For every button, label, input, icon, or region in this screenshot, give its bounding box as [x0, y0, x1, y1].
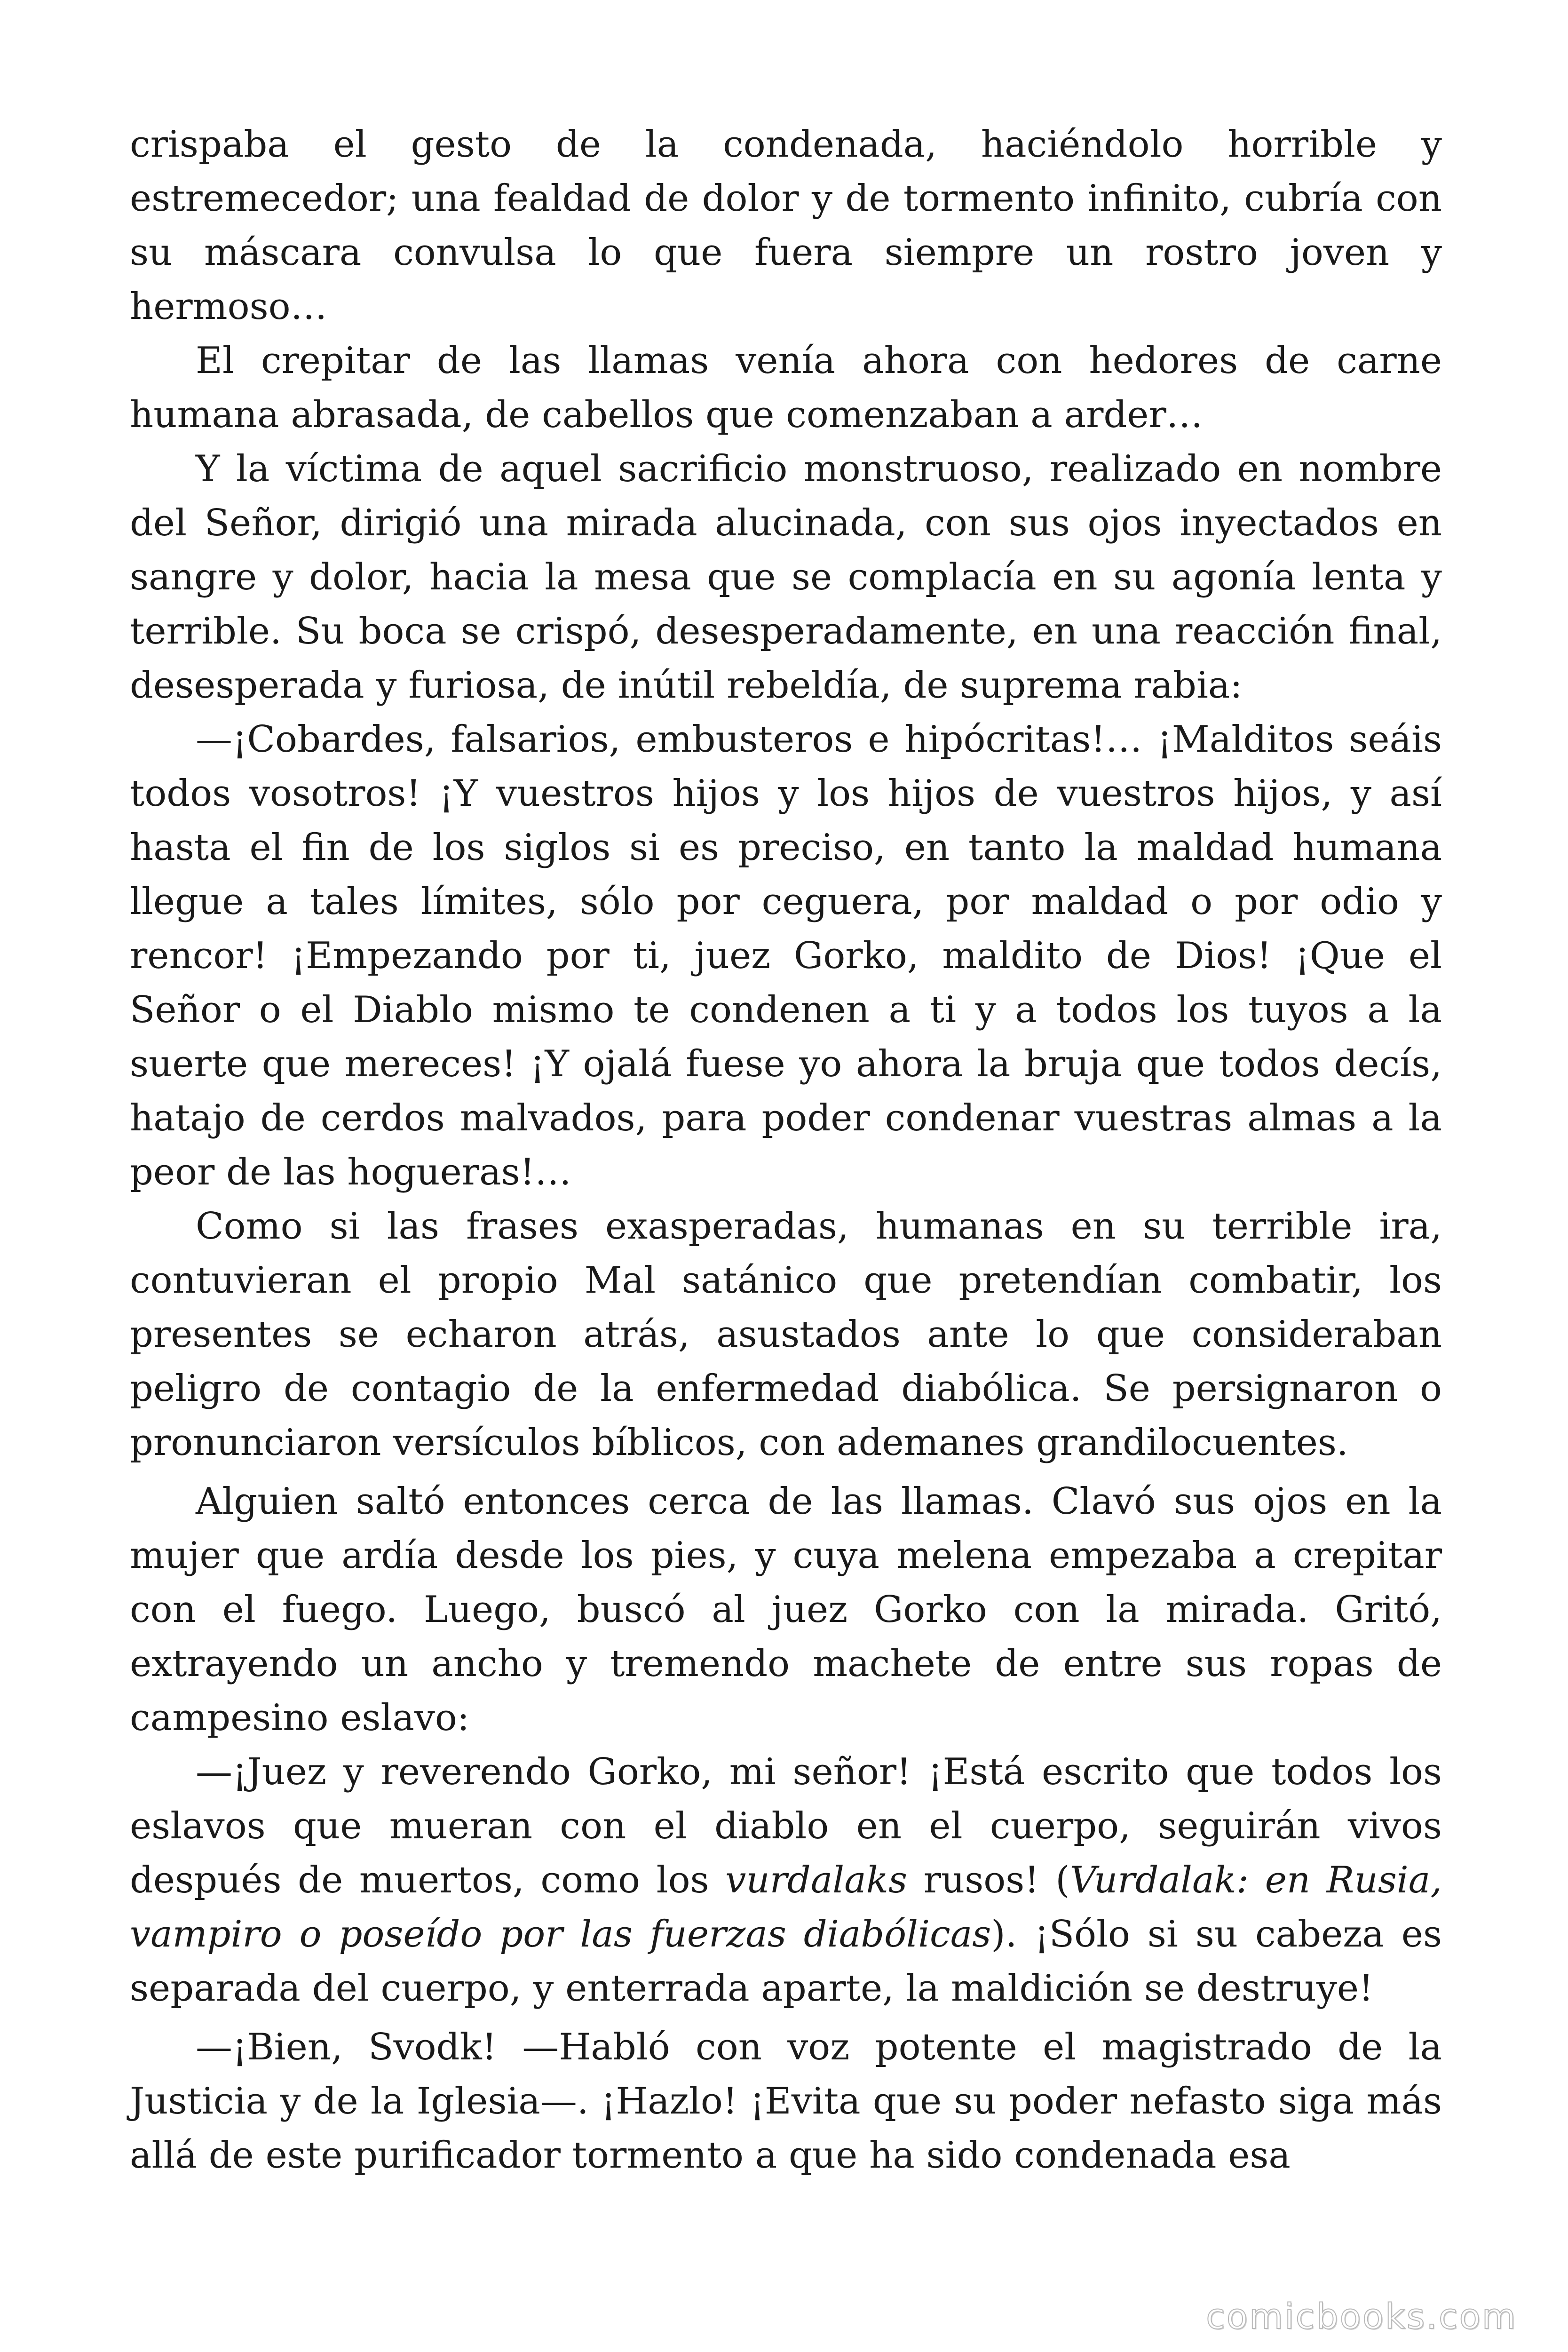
watermark: comicbooks.com — [1206, 2296, 1517, 2337]
text-span: ). ¡Sólo si su cabeza es separada del cuerpo, y enterrada aparte, la maldición se destruye! — [130, 1913, 1442, 2010]
book-page-text — [130, 118, 1442, 2183]
paragraph: Alguien saltó entonces cerca de las llamas. Clavó sus ojos en la mujer que ardía desde los pies, y cuya melena empezaba a crepitar con el fuego. Luego, buscó al juez Gorko con la mirada. Gritó, extrayendo un ancho y tremendo machete de entre sus ropas de campesino eslavo: — [130, 1480, 1442, 1739]
paragraph: —¡Cobardes, falsarios, embusteros e hipócritas!… ¡Malditos seáis todos vosotros! ¡Y vuestros hijos y los hijos de vuestros hijos, y así hasta el fin de los siglos si es preciso, en tanto la maldad humana llegue a tales límites, sólo por ceguera, por maldad o por odio y rencor! ¡Empezando por ti, juez Gorko, maldito de Dios! ¡Que el Señor o el Diablo mismo te condenen a ti y a todos los tuyos a la suerte que mereces! ¡Y ojalá fuese yo ahora la bruja que todos decís, hatajo de cerdos malvados, para poder condenar vuestras almas a la peor de las hogueras!… — [130, 718, 1442, 1193]
paragraph: Como si las frases exasperadas, humanas en su terrible ira, contuvieran el propio Mal satánico que pretendían combatir, los presentes se echaron atrás, asustados ante lo que consideraban peligro de contagio de la enfermedad diabólica. Se persignaron o pronunciaron versículos bíblicos, con ademanes grandilocuentes. — [130, 1205, 1442, 1464]
text-span: rusos! ( — [907, 1859, 1070, 1901]
paragraph: —¡Bien, Svodk! —Habló con voz potente el magistrado de la Justicia y de la Iglesia—. ¡Hazlo! ¡Evita que su poder nefasto siga más allá de este purificador tormento a que ha sido condenada esa — [130, 2026, 1442, 2177]
paragraph: Y la víctima de aquel sacrificio monstruoso, realizado en nombre del Señor, dirigió una mirada alucinada, con sus ojos inyectados en sangre y dolor, hacia la mesa que se complacía en su agonía lenta y terrible. Su boca se crispó, desesperadamente, en una reacción final, desesperada y furiosa, de inútil rebeldía, de suprema rabia: — [130, 448, 1442, 707]
italic-text-span: vurdalaks — [725, 1859, 908, 1901]
paragraph — [130, 1745, 1442, 2016]
paragraph: El crepitar de las llamas venía ahora con hedores de carne humana abrasada, de cabellos que comenzaban a arder… — [130, 340, 1442, 436]
italic-text-span: Vurdalak: en Rusia, vampiro o poseído por las fuerzas diabólicas — [130, 1859, 1442, 1955]
text-span: —¡Juez y reverendo Gorko, mi señor! ¡Está escrito que todos los eslavos que mueran con el diablo en el cuerpo, seguirán vivos después de muertos, como los — [130, 1751, 1442, 1901]
paragraph: crispaba el gesto de la condenada, haciéndolo horrible y estremecedor; una fealdad de dolor y de tormento infinito, cubría con su máscara convulsa lo que fuera siempre un rostro joven y hermoso… — [130, 123, 1442, 328]
